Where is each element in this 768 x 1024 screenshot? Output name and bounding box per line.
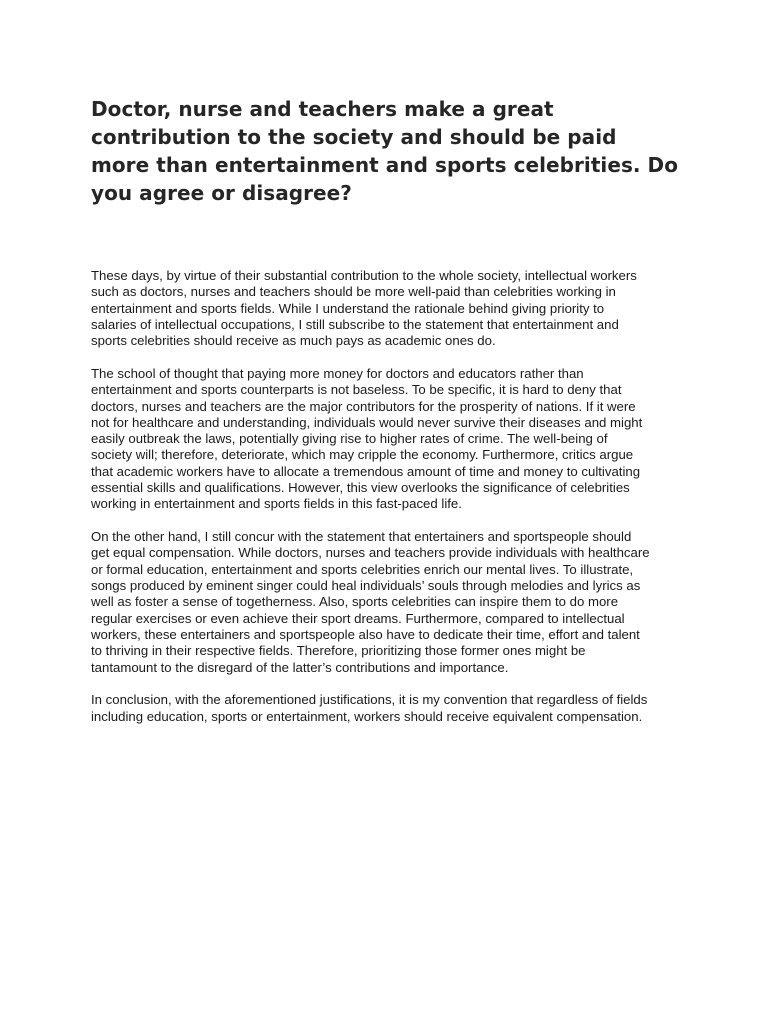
paragraph-first-view: The school of thought that paying more money for doctors and educators rather than entertainment and sports counterparts is not baseless. To be specific, it is hard to deny that doctors, nurses and teachers are the major contributors for the prosperity of nations. If it were not for healthcare and understanding, individuals would never survive their diseases and might easily outbreak the laws, potentially giving rise to higher rates of crime. The well-being of society will; therefore, deteriorate, which may cripple the economy. Furthermore, critics argue that academic workers have to allocate a tremendous amount of time and money to cultivating essential skills and qualifications. However, this view overlooks the significance of celebrities working in entertainment and sports fields in this fast-paced life. xyxy=(91,365,643,512)
essay-body xyxy=(91,268,691,741)
paragraph-second-view: On the other hand, I still concur with the statement that entertainers and sportspeople should get equal compensation. While doctors, nurses and teachers provide individuals with healthcare or formal education, entertainment and sports celebrities enrich our mental lives. To illustrate, songs produced by eminent singer could heal individuals’ souls through melodies and lyrics as well as foster a sense of togetherness. Also, sports celebrities can inspire them to do more regular exercises or even achieve their sport dreams. Furthermore, compared to intellectual workers, these entertainers and sportspeople also have to dedicate their time, effort and talent to thriving in their respective fields. Therefore, prioritizing those former ones might be tantamount to the disregard of the latter’s contributions and importance. xyxy=(91,529,650,675)
essay-title: Doctor, nurse and teachers make a great contribution to the society and should be paid more than entertainment and sports celebrities. Do you agree or disagree? xyxy=(91,97,679,205)
paragraph-conclusion: In conclusion, with the aforementioned justifications, it is my convention that regardless of fields including education, sports or entertainment, workers should receive equivalent compensation. xyxy=(91,692,648,724)
paragraph-introduction: These days, by virtue of their substantial contribution to the whole society, intellectual workers such as doctors, nurses and teachers should be more well-paid than celebrities working in entertainment and sports fields. While I understand the rationale behind giving priority to salaries of intellectual occupations, I still subscribe to the statement that entertainment and sports celebrities should receive as much pays as academic ones do. xyxy=(91,268,637,349)
